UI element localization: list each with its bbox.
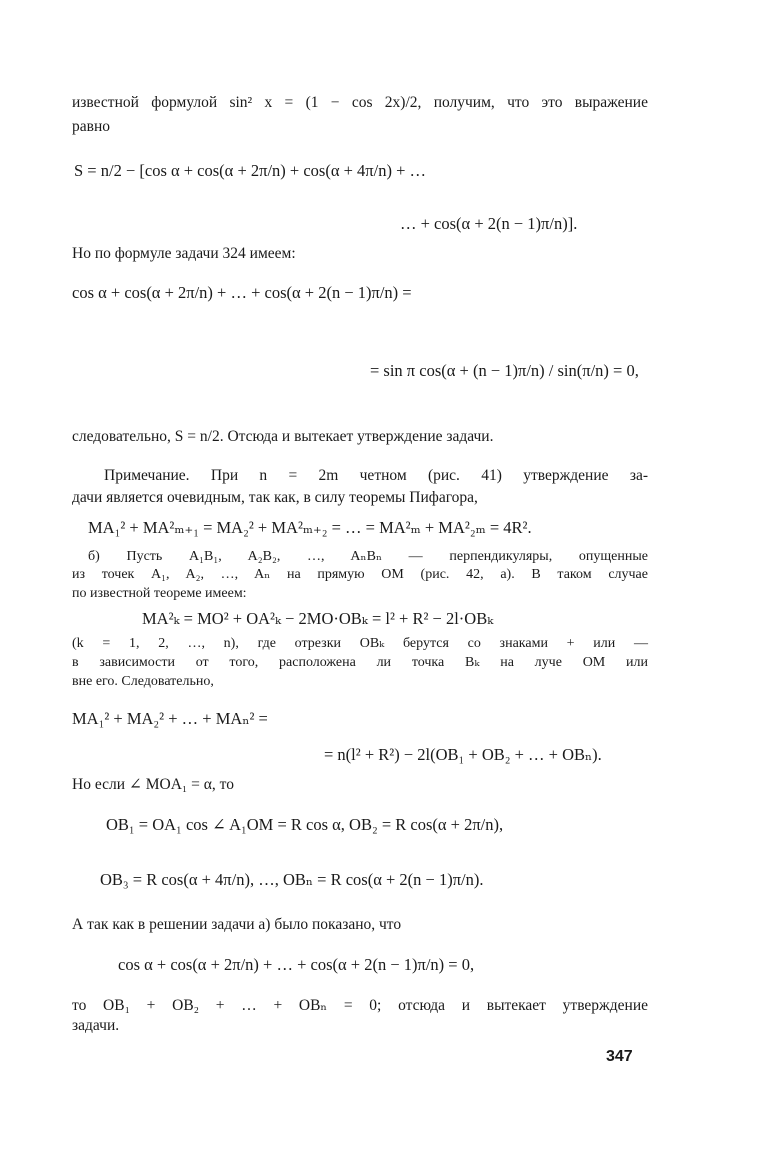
text-line: Но по формуле задачи 324 имеем: (72, 245, 296, 262)
formula-line: MA₁² + MA²ₘ₊₁ = MA₂² + MA²ₘ₊₂ = … = MA²ₘ + MA²₂ₘ = 4R². (88, 518, 532, 537)
text-line: задачи. (72, 1017, 120, 1034)
formula-line: OB₃ = R cos(α + 4π/n), …, OBₙ = R cos(α + 2(n − 1)π/n). (100, 870, 484, 889)
text-line: Но если ∠ MOA₁ = α, то (72, 776, 234, 793)
formula-line: cos α + cos(α + 2π/n) + … + cos(α + 2(n − 1)π/n) = 0, (118, 955, 475, 974)
text-line: б) Пусть A₁B₁, A₂B₂, …, AₙBₙ — перпендикуляры, опущенные (88, 549, 648, 564)
formula-line: cos α + cos(α + 2π/n) + … + cos(α + 2(n − 1)π/n) = (72, 283, 412, 302)
text-line: (k = 1, 2, …, n), где отрезки OBₖ берутся со знаками + или — (72, 636, 648, 651)
page-number: 347 (606, 1048, 633, 1065)
formula-line: S = n/2 − [cos α + cos(α + 2π/n) + cos(α + 4π/n) + … (74, 161, 426, 180)
text-line: А так как в решении задачи а) было показано, что (72, 916, 402, 933)
formula-line: = sin π cos(α + (n − 1)π/n) / sin(π/n) = 0, (370, 361, 639, 380)
text-line: равно (72, 118, 110, 135)
text-line: в зависимости от того, расположена ли точка Bₖ на луче OM или (72, 655, 648, 670)
text-line: дачи является очевидным, так как, в силу теоремы Пифагора, (72, 489, 478, 506)
formula-line: MA²ₖ = MO² + OA²ₖ − 2MO·OBₖ = l² + R² − 2l·OBₖ (142, 609, 494, 628)
text-line: следовательно, S = n/2. Отсюда и вытекает утверждение задачи. (72, 428, 494, 445)
formula-line: … + cos(α + 2(n − 1)π/n)]. (400, 214, 578, 233)
text-line: по известной теореме имеем: (72, 586, 247, 601)
text-line: то OB₁ + OB₂ + … + OBₙ = 0; отсюда и вытекает утверждение (72, 997, 648, 1014)
formula-line: OB₁ = OA₁ cos ∠ A₁OM = R cos α, OB₂ = R cos(α + 2π/n), (106, 815, 504, 834)
text-line: вне его. Следовательно, (72, 674, 214, 689)
text-line: из точек A₁, A₂, …, Aₙ на прямую OM (рис. 42, а). В таком случае (72, 567, 648, 582)
text-line: известной формулой sin² x = (1 − cos 2x)/2, получим, что это выражение (72, 94, 648, 111)
formula-line: = n(l² + R²) − 2l(OB₁ + OB₂ + … + OBₙ). (324, 745, 602, 764)
formula-line: MA₁² + MA₂² + … + MAₙ² = (72, 709, 268, 728)
text-line: Примечание. При n = 2m четном (рис. 41) утверждение за- (104, 467, 648, 484)
